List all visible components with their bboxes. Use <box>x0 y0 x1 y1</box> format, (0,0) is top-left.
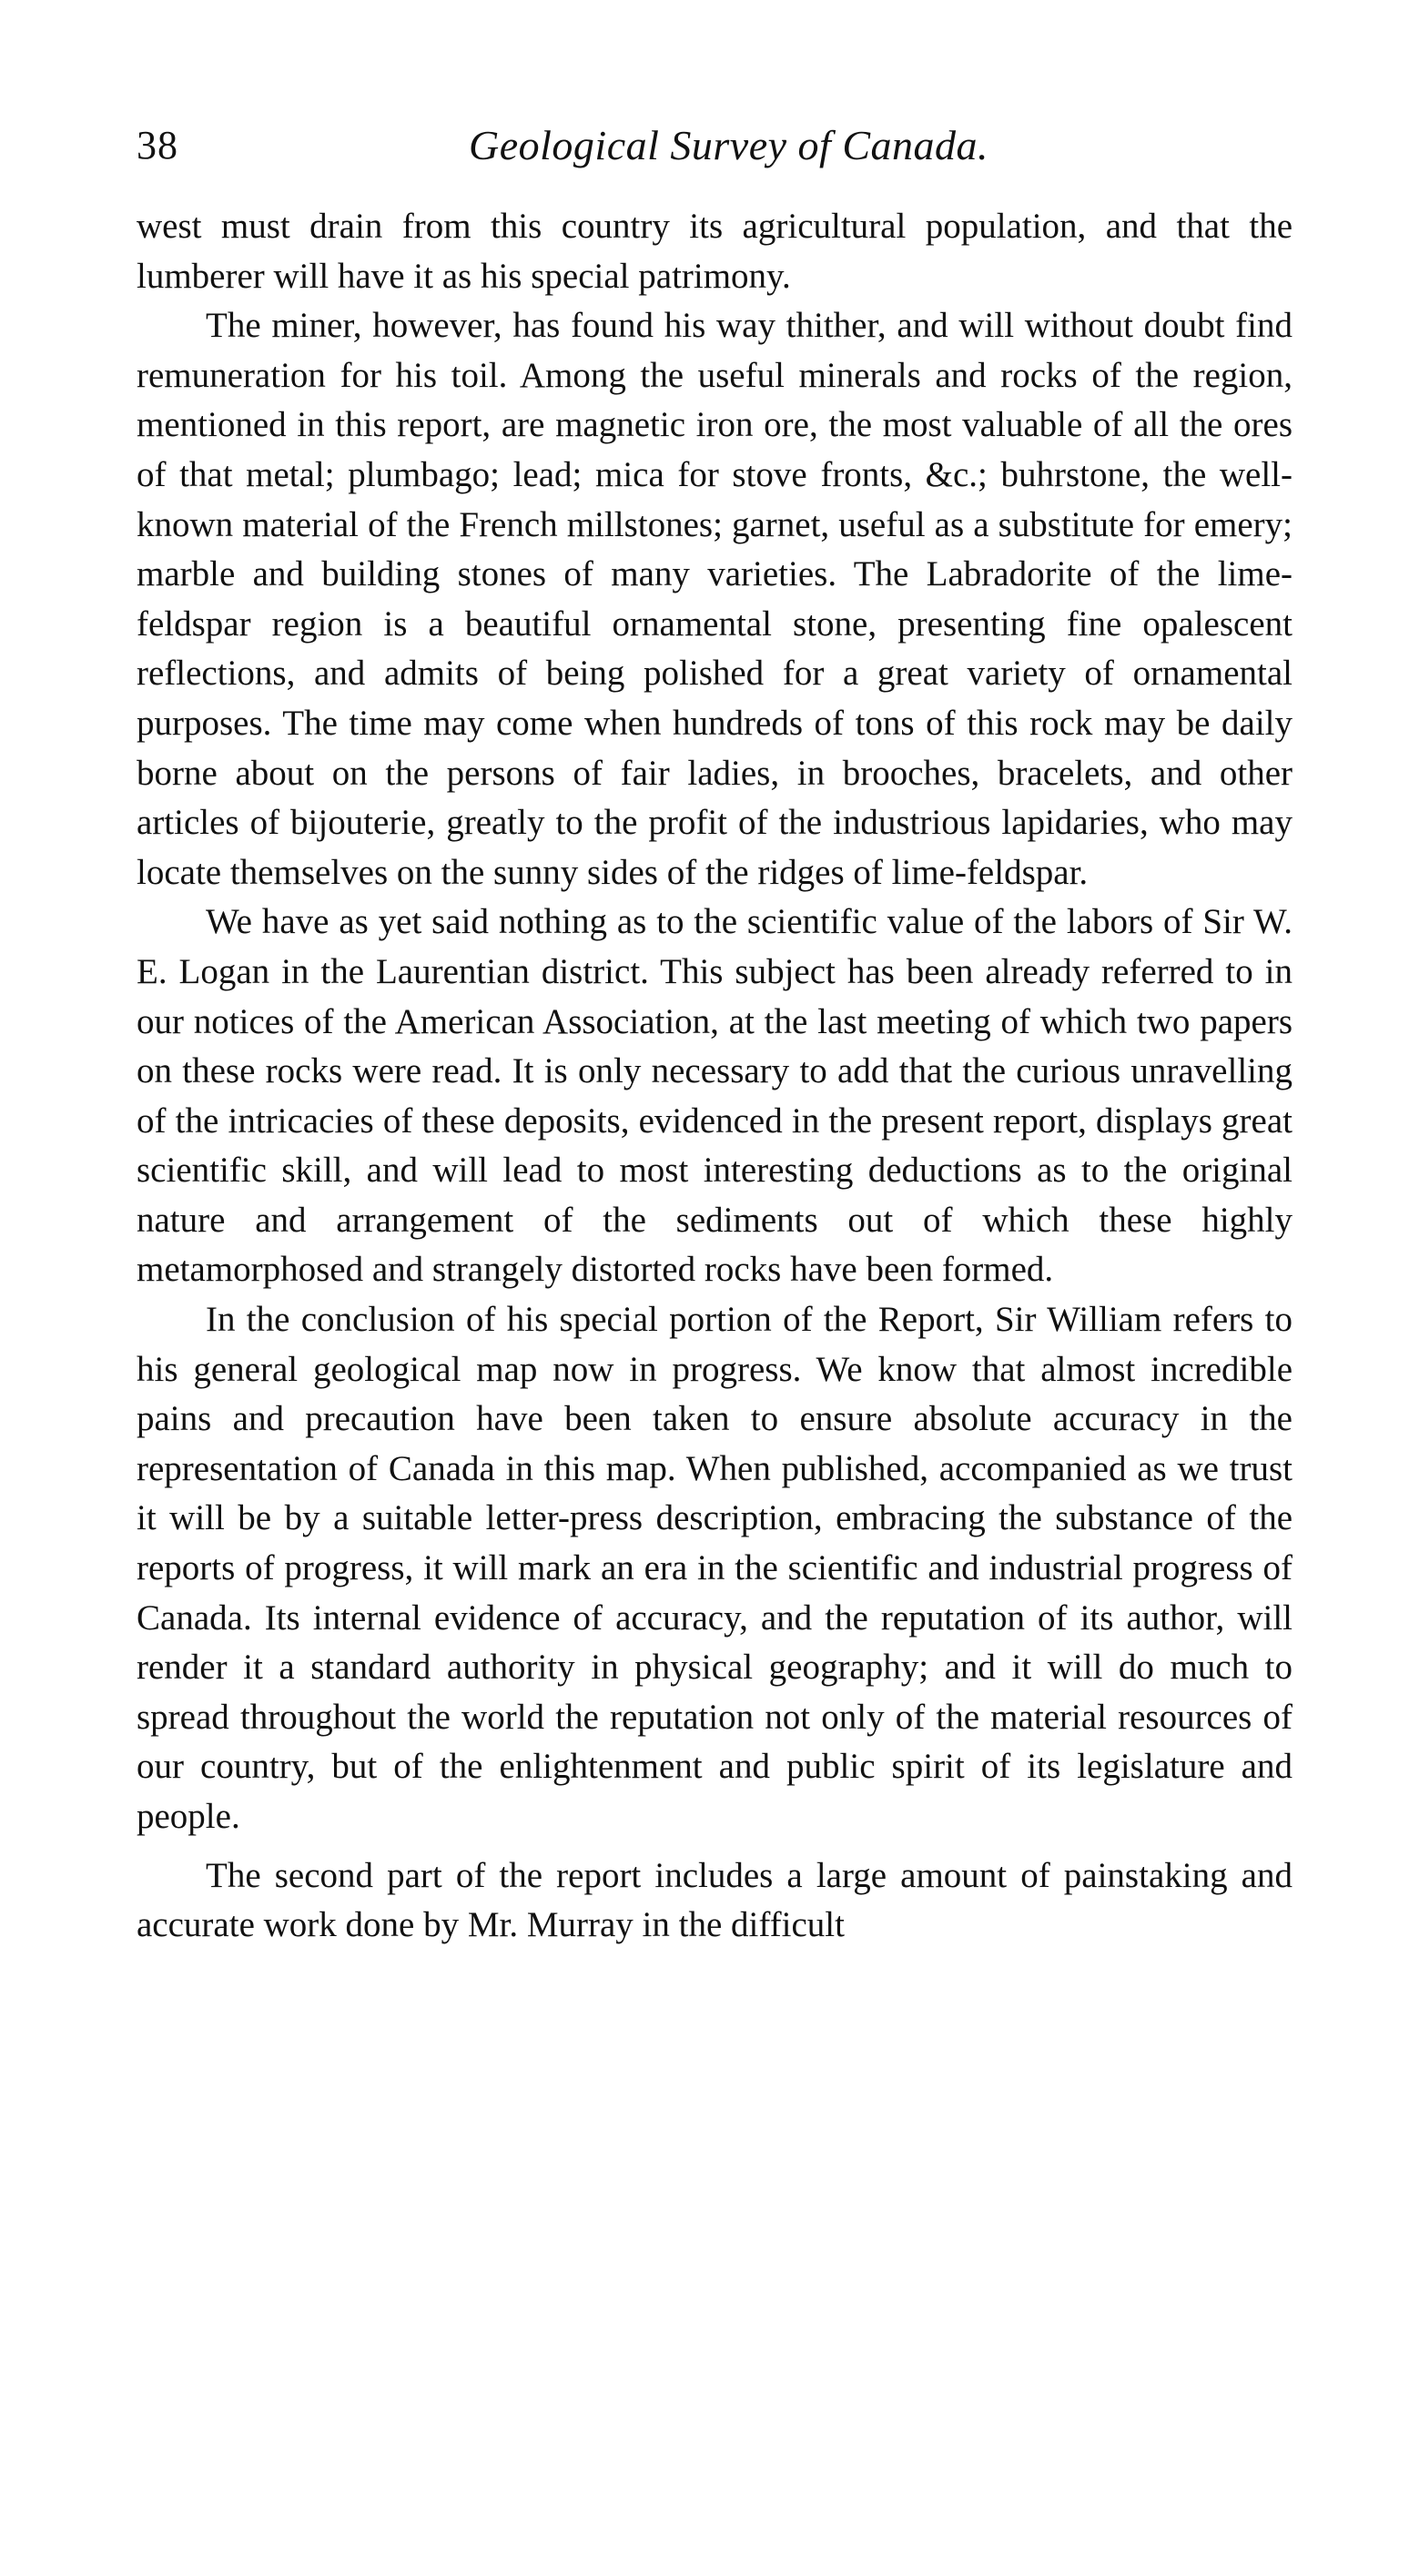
page-number: 38 <box>137 123 178 167</box>
paragraph-continued: west must drain from this country its agricultural population, and that the lumberer will have it as his special patrimony. <box>137 207 1292 296</box>
paragraph-minerals: The miner, however, has found his way thither, and will without doubt find remuneration for his toil. Among the useful minerals and rocks of the region, mentioned in this report, are magnetic iron ore, the most valuable of all the ores of that metal; plumbago; lead; mica for stove fronts, &c.; buhrstone, the well-known material of the French millstones; garnet, useful as a substitute for emery; marble and building stones of many varieties. The Labradorite of the lime-feldspar region is a beautiful ornamental stone, presenting fine opalescent reflections, and admits of being polished for a great variety of ornamental purposes. The time may come when hundreds of tons of this rock may be daily borne about on the persons of fair ladies, in brooches, bracelets, and other articles of bijouterie, greatly to the profit of the industrious lapidaries, who may locate themselves on the sunny sides of the ridges of lime-feldspar. <box>137 306 1292 892</box>
paragraph-geological-map: In the conclusion of his special portion of the Report, Sir William refers to his general geological map now in progress. We know that almost incredible pains and precaution have been taken to ensure absolute accuracy in the representation of Canada in this map. When published, accompanied as we trust it will be by a suitable letter-press description, embracing the substance of the reports of progress, it will mark an era in the scientific and industrial progress of Canada. Its internal evidence of accuracy, and the reputation of its author, will render it a standard authority in physical geography; and it will do much to spread throughout the world the reputation not only of the material resources of our country, but of the enlightenment and public spirit of its legislature and people. <box>137 1300 1292 1836</box>
paragraph-second-part: The second part of the report includes a large amount of painstaking and accurate work done by Mr. Murray in the difficult <box>137 1855 1292 1945</box>
running-title: Geological Survey of Canada. <box>469 122 989 168</box>
body-text <box>137 202 1292 1951</box>
paragraph-scientific-value: We have as yet said nothing as to the scientific value of the labors of Sir W. E. Logan in the Laurentian district. This subject has been already referred to in our notices of the American Association, at the last meeting of which two papers on these rocks were read. It is only necessary to add that the curious unravelling of the intricacies of these deposits, evidenced in the present report, displays great scientific skill, and will lead to most interesting deductions as to the original nature and arrangement of the sediments out of which these highly metamorphosed and strangely distorted rocks have been formed. <box>137 902 1292 1290</box>
page-header <box>137 118 1292 182</box>
